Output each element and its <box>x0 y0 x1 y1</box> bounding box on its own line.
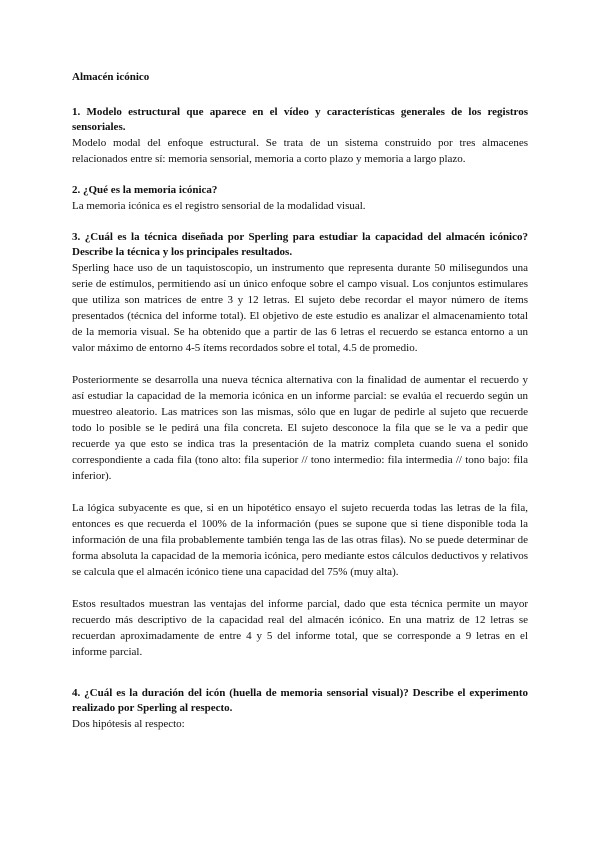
question-3-paragraph-3: La lógica subyacente es que, si en un hipotético ensayo el sujeto recuerda todas las letras de la fila, entonces es que recuerda el 100% de la información (pues se supone que si tiene disponible toda la información de una fila probablemente también tenga las de las otras filas). No se puede determinar de forma absoluta la capacidad de la memoria icónica, pero mediante estos cálculos deductivos y relativos se calcula que el almacén icónico tiene una capacidad del 75% (muy alta). <box>72 502 528 578</box>
question-1-answer: Modelo modal del enfoque estructural. Se trata de un sistema construido por tres almacenes relacionados entre sí: memoria sensorial, memoria a corto plazo y memoria a largo plazo. <box>72 137 528 165</box>
question-4-heading: 4. ¿Cuál es la duración del icón (huella de memoria sensorial visual)? Describe el experimento realizado por Sperling al respecto. <box>72 687 528 714</box>
question-2-answer: La memoria icónica es el registro sensorial de la modalidad visual. <box>72 200 366 212</box>
question-3-paragraph-2: Posteriormente se desarrolla una nueva técnica alternativa con la finalidad de aumentar el recuerdo y así estudiar la capacidad de la memoria icónica en un informe parcial: se evalúa el recuerdo según un muestreo aleatorio. Las matrices son las mismas, sólo que en lugar de pedirle al sujeto que recuerde todo lo posible se le pedirá una fila concreta. El sujeto desconoce la fila que se le va a pedir que recuerde ya que esto se indica tras la presentación de la matriz completa cuando suena el sonido correspondiente a cada fila (tono alto: fila superior // tono intermedio: fila intermedia // tono bajo: fila inferior). <box>72 374 528 482</box>
question-3-paragraph-4: Estos resultados muestran las ventajas del informe parcial, dado que esta técnica permite un mayor recuerdo más descriptivo de la capacidad real del almacén icónico. En una matriz de 12 letras se recuerdan aproximadamente de entre 4 y 5 del informe total, que se corresponde a 9 letras en el informe parcial. <box>72 598 528 658</box>
document-title: Almacén icónico <box>72 71 150 83</box>
question-1-heading: 1. Modelo estructural que aparece en el vídeo y características generales de los registros sensoriales. <box>72 106 528 133</box>
question-4-answer: Dos hipótesis al respecto: <box>72 718 185 730</box>
question-3-paragraph-1: Sperling hace uso de un taquistoscopio, un instrumento que representa durante 50 milisegundos una serie de estímulos, permitiendo así un único enfoque sobre el campo visual. Los conjuntos estimulares que utiliza son matrices de entre 3 y 12 letras. El sujeto debe recordar el mayor número de ítems presentados (técnica del informe total). El objetivo de este estudio es analizar el almacenamiento total de la memoria visual. Se ha obtenido que a partir de las 6 letras el recuerdo se estanca entorno a un valor máximo de entorno 4-5 ítems recordados sobre el total, 4.5 de promedio. <box>72 262 528 354</box>
question-2-heading: 2. ¿Qué es la memoria icónica? <box>72 184 218 196</box>
question-3-heading: 3. ¿Cuál es la técnica diseñada por Sperling para estudiar la capacidad del almacén icónico? Describe la técnica y los principales resultados. <box>72 231 528 258</box>
